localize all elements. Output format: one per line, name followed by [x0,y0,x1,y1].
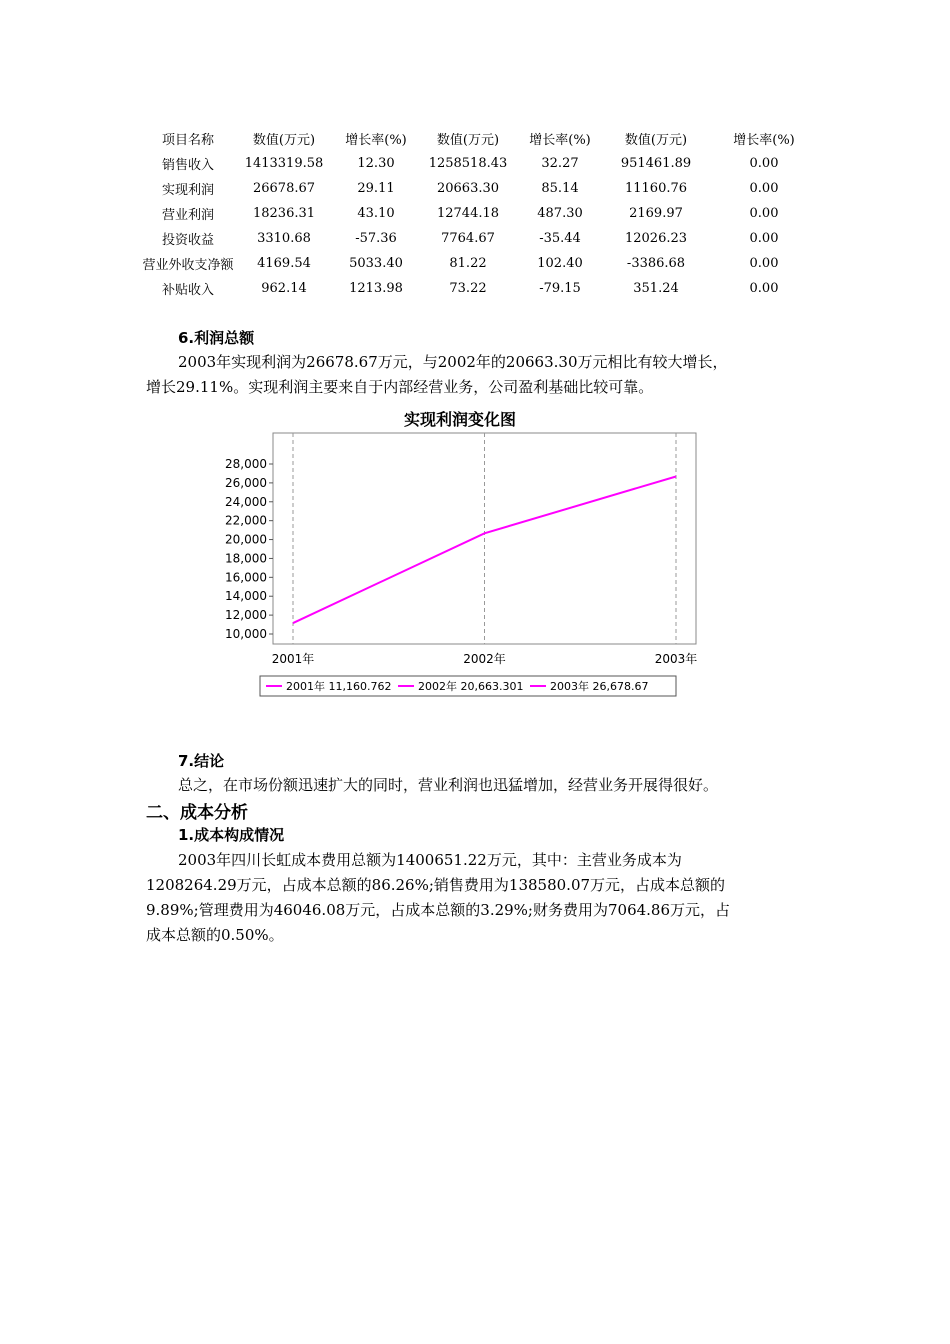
table-cell: 投资收益 [161,233,214,248]
table-cell: 7764.67 [441,231,495,246]
legend-label: 2001年 11,160.762 [286,680,392,693]
table-cell: 1258518.43 [428,156,508,171]
section-6-line-1: 2003年实现利润为26678.67万元，与2002年的20663.30万元相比有较大增长， [178,353,728,371]
section-1-line-3: 9.89%;管理费用为46046.08万元，占成本总额的3.29%;财务费用为7064.86万元，占 [146,901,731,919]
table-cell: 487.30 [537,206,583,221]
table-row [140,276,820,301]
table-row [140,151,820,176]
table-cell: 1413319.58 [244,156,324,171]
table-cell: 3310.68 [257,231,311,246]
table-header: 增长率(%) [345,133,407,148]
section-1-heading: 1.成本构成情况 [178,826,285,844]
y-tick-label: 14,000 [225,589,267,604]
table-cell: 85.14 [541,181,579,196]
section-6-line-2: 增长29.11%。实现利润主要来自于内部经营业务，公司盈利基础比较可靠。 [146,378,654,396]
table-cell: 0.00 [749,256,779,271]
y-tick-label: 22,000 [225,513,267,528]
table-cell: 73.22 [449,281,487,296]
table-cell: 20663.30 [436,181,500,196]
table-cell: 12026.23 [624,231,688,246]
y-tick-label: 24,000 [225,494,267,509]
table-header: 数值(万元) [436,133,500,148]
section-1-line-2: 1208264.29万元，占成本总额的86.26%;销售费用为138580.07万元，占成本总额的 [146,876,726,894]
table-row [140,176,820,201]
table-cell: 0.00 [749,281,779,296]
section-1-line-1: 2003年四川长虹成本费用总额为1400651.22万元，其中：主营业务成本为 [178,851,682,869]
profit-line-chart [220,400,720,710]
table-cell: 实现利润 [161,183,214,198]
x-tick-label: 2003年 [654,652,698,666]
table-cell: 1213.98 [349,281,403,296]
table-cell: 0.00 [749,156,779,171]
table-cell: 43.10 [357,206,395,221]
table-cell: 营业外收支净额 [142,258,234,273]
section-6-heading: 6.利润总额 [178,329,255,347]
section-7-heading: 7.结论 [178,752,225,770]
section-7-line-1: 总之，在市场份额迅速扩大的同时，营业利润也迅猛增加，经营业务开展得很好。 [178,776,719,794]
legend-label: 2003年 26,678.67 [550,680,649,693]
table-cell: -35.44 [539,231,581,246]
table-cell: -57.36 [355,231,397,246]
y-tick-label: 26,000 [225,475,267,490]
legend-label: 2002年 20,663.301 [418,680,524,693]
table-row [140,201,820,226]
table-cell: 29.11 [357,181,395,196]
table-cell: 销售收入 [161,158,214,173]
y-tick-label: 16,000 [225,570,267,585]
table-cell: -3386.68 [626,256,686,271]
table-cell: 2169.97 [629,206,683,221]
y-tick-label: 28,000 [225,457,267,471]
x-tick-label: 2001年 [271,652,315,666]
table-header: 增长率(%) [733,133,795,148]
table-cell: 18236.31 [252,206,316,221]
table-cell: 4169.54 [257,256,311,271]
part-2-heading: 二、成本分析 [146,803,248,823]
table-cell: 0.00 [749,181,779,196]
table-header: 项目名称 [161,133,214,148]
x-tick-label: 2002年 [463,652,506,666]
table-cell: 12.30 [357,156,395,171]
table-cell: 5033.40 [349,256,403,271]
table-cell: 102.40 [537,256,583,271]
financial-table [140,126,820,301]
table-cell: 962.14 [261,281,307,296]
y-tick-label: 12,000 [225,608,267,623]
table-cell: 11160.76 [624,181,688,196]
chart-legend [260,676,676,696]
section-1-line-4: 成本总额的0.50%。 [146,926,284,944]
y-tick-label: 10,000 [225,627,267,641]
y-tick-label: 20,000 [225,532,267,547]
table-header-row [140,126,820,151]
table-row [140,226,820,251]
table-cell: 0.00 [749,206,779,221]
table-cell: 32.27 [541,156,579,171]
table-cell: 351.24 [633,281,679,296]
x-axis-ticks [272,651,698,666]
table-cell: 营业利润 [161,208,214,223]
table-cell: 12744.18 [436,206,500,221]
table-cell: -79.15 [539,281,581,296]
table-header: 数值(万元) [624,133,688,148]
table-header: 数值(万元) [252,133,316,148]
table-header: 增长率(%) [529,133,591,148]
table-cell: 26678.67 [252,181,316,196]
table-cell: 951461.89 [620,156,692,171]
table-row [140,251,820,276]
y-tick-label: 18,000 [225,551,267,566]
table-cell: 81.22 [449,256,487,271]
table-cell: 0.00 [749,231,779,246]
chart-title: 实现利润变化图 [403,410,517,429]
table-cell: 补贴收入 [161,283,214,298]
chart-svg [220,400,720,710]
y-axis-ticks [225,457,273,641]
